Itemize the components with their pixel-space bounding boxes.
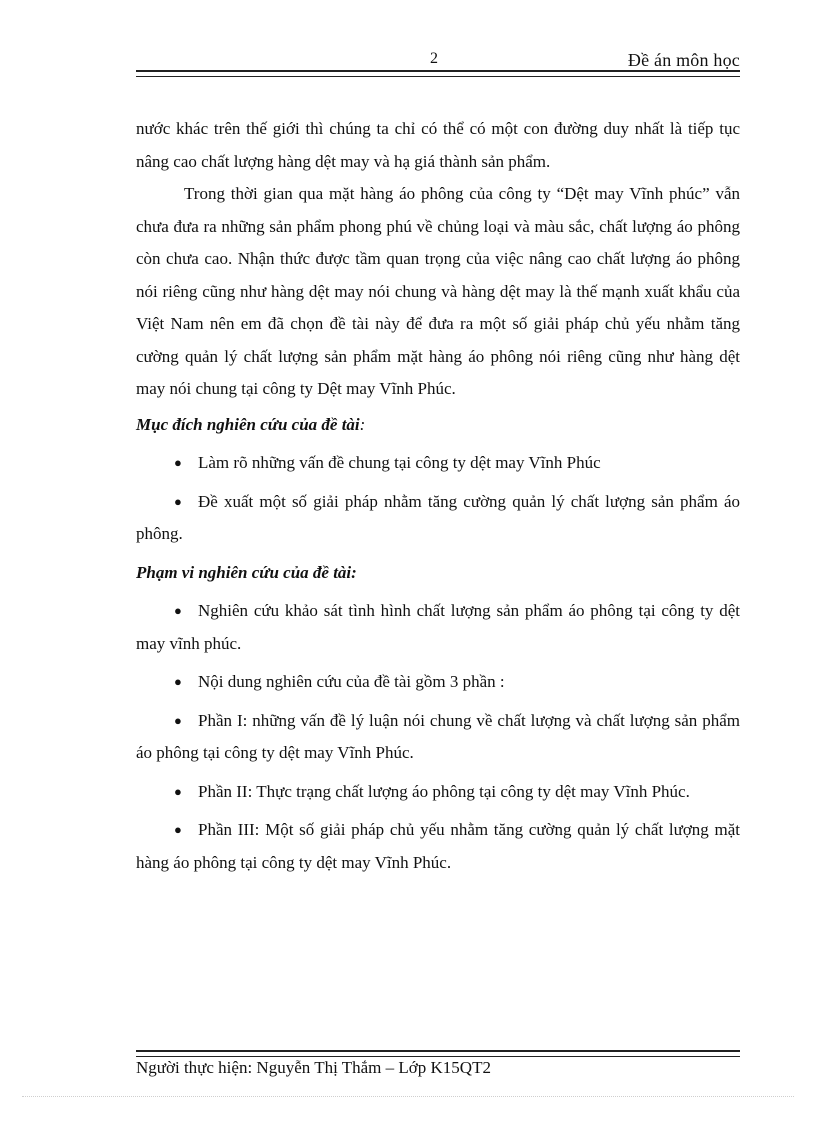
- list-item-purpose-2: [136, 486, 740, 551]
- list-item-scope-4: [136, 776, 740, 809]
- footer-divider: [136, 1050, 740, 1057]
- list-item-scope-3: [136, 705, 740, 770]
- bullet-icon: ●: [174, 822, 182, 837]
- header-divider: [136, 70, 740, 77]
- paragraph-introduction: Trong thời gian qua mặt hàng áo phông của công ty “Dệt may Vĩnh phúc” vẫn chưa đưa ra những sản phẩm phong phú về chủng loại và màu sắc, chất lượng áo phông còn chưa cao. Nhận thức được tầm quan trọng của việc nâng cao chất lượng áo phông nói riêng cũng như hàng dệt may nói chung và hàng dệt may là thế mạnh xuất khẩu của Việt Nam nên em đã chọn đề tài này để đưa ra một số giải pháp chủ yếu nhằm tăng cường quản lý chất lượng sản phẩm mặt hàng áo phông nói riêng cũng như hàng dệt may nói chung tại công ty Dệt may Vĩnh Phúc.: [136, 184, 740, 398]
- list-item-purpose-1: [136, 447, 740, 480]
- page-bottom-edge: [22, 1096, 794, 1097]
- list-item-text: Phần II: Thực trạng chất lượng áo phông tại công ty dệt may Vĩnh Phúc.: [198, 781, 690, 801]
- page-footer: Người thực hiện: Nguyễn Thị Thắm – Lớp K15QT2: [136, 1058, 491, 1077]
- list-item-text: Nội dung nghiên cứu của đề tài gồm 3 phần :: [198, 672, 505, 691]
- list-item-scope-1: [136, 595, 740, 660]
- bullet-icon: ●: [174, 783, 182, 799]
- list-item-text: Phần I: những vấn đề lý luận nói chung về chất lượng và chất lượng sản phẩm áo phông tại công ty dệt may Vĩnh Phúc.: [136, 710, 740, 762]
- heading-purpose-colon: :: [359, 414, 366, 434]
- list-item-text: Làm rõ những vấn đề chung tại công ty dệt may Vĩnh Phúc: [198, 453, 601, 472]
- bullet-icon: ●: [174, 674, 182, 689]
- bullet-icon: ●: [174, 603, 182, 618]
- header-title: Đề án môn học: [627, 50, 740, 70]
- list-item-text: Nghiên cứu khảo sát tình hình chất lượng sản phẩm áo phông tại công ty dệt may vĩnh phúc.: [136, 601, 740, 653]
- heading-purpose-text: Mục đích nghiên cứu của đề tài: [136, 414, 360, 434]
- document-body: [136, 113, 740, 879]
- bullet-icon: ●: [174, 455, 182, 470]
- list-item-text: Đề xuất một số giải pháp nhằm tăng cường quản lý chất lượng sản phẩm áo phông.: [136, 491, 740, 543]
- heading-purpose: [136, 409, 740, 442]
- bullet-icon: ●: [174, 712, 182, 728]
- paragraph-continuation: nước khác trên thế giới thì chúng ta chỉ có thể có một con đường duy nhất là tiếp tục nâng cao chất lượng hàng dệt may và hạ giá thành sản phẩm.: [136, 119, 740, 171]
- page-number: 2: [430, 50, 438, 67]
- page-header: [136, 46, 740, 72]
- list-item-text: Phần III: Một số giải pháp chủ yếu nhằm tăng cường quản lý chất lượng mặt hàng áo phông tại công ty dệt may Vĩnh Phúc.: [136, 820, 740, 872]
- bullet-icon: ●: [174, 493, 182, 509]
- list-item-scope-2: [136, 666, 740, 699]
- list-item-scope-5: [136, 814, 740, 879]
- heading-scope: Phạm vi nghiên cứu của đề tài:: [136, 562, 357, 582]
